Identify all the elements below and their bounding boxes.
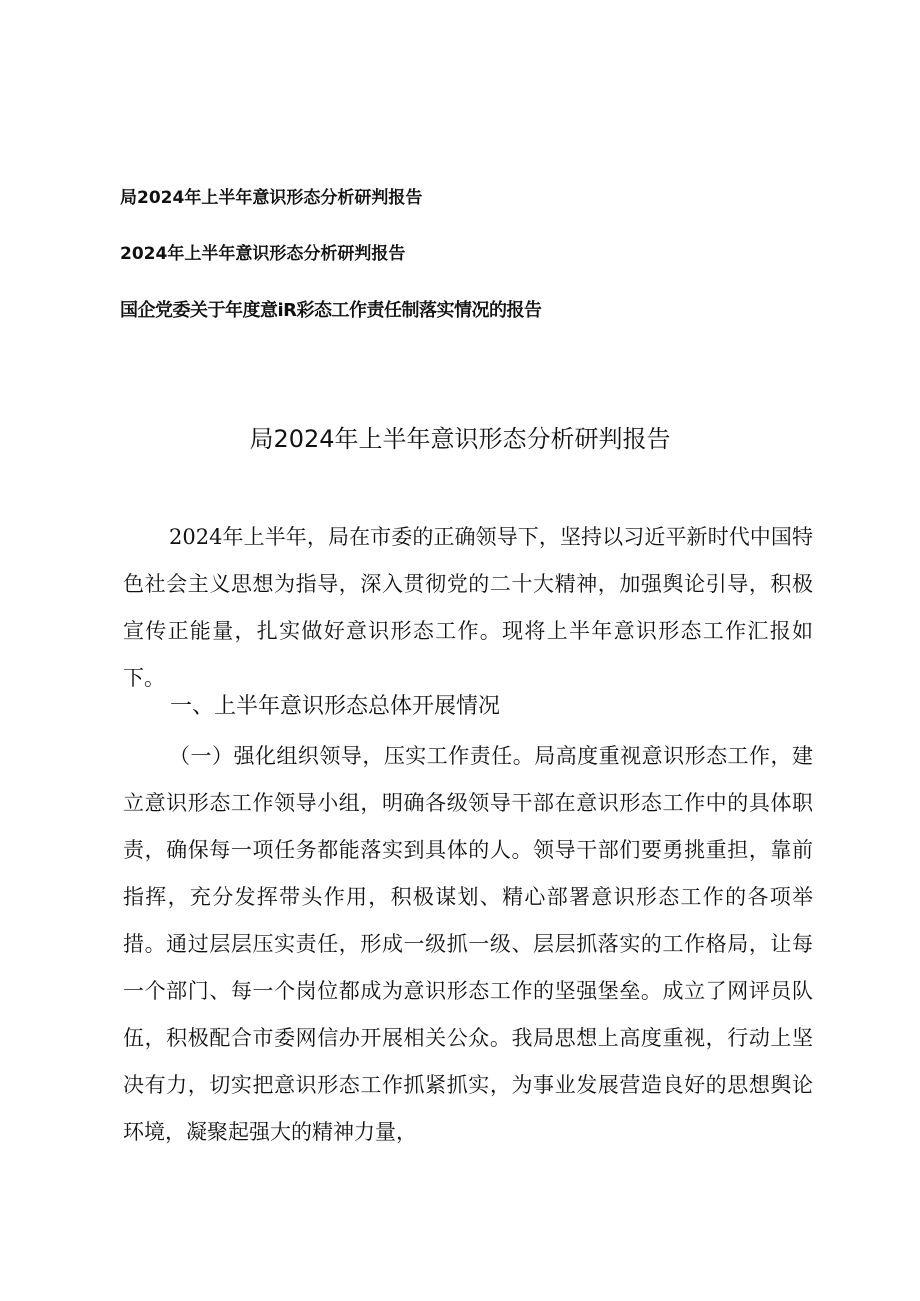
toc-item[interactable]: 2024年上半年意识形态分析研判报告 — [120, 244, 406, 264]
body-paragraph: （一）强化组织领导，压实工作责任。局高度重视意识形态工作，建立意识形态工作领导小组，明确各级领导干部在意识形态工作中的具体职责，确保每一项任务都能落实到具体的人。领导干部们要勇挑重担，靠前指挥，充分发挥带头作用，积极谋划、精心部署意识形态工作的各项举措。通过层层压实责任，形成一级抓一级、层层抓落实的工作格局，让每一个部门、每一个岗位都成为意识形态工作的坚强堡垒。成立了网评员队伍，积极配合市委网信办开展相关公众。我局思想上高度重视，行动上坚决有力，切实把意识形态工作抓紧抓实，为事业发展营造良好的思想舆论环境，凝聚起强大的精神力量， — [123, 744, 813, 1144]
intro-paragraph: 2024年上半年，局在市委的正确领导下，坚持以习近平新时代中国特色社会主义思想为指导，深入贯彻党的二十大精神，加强舆论引导，积极宣传正能量，扎实做好意识形态工作。现将上半年意识形态工作汇报如下。 — [123, 525, 813, 690]
toc-item[interactable]: 局2024年上半年意识形态分析研判报告 — [120, 188, 423, 208]
section-heading: 一、上半年意识形态总体开展情况 — [170, 694, 501, 719]
toc-item[interactable]: 国企党委关于年度意iR彩态工作责任制落实情况的报告 — [120, 300, 542, 321]
document-title: 局2024年上半年意识形态分析研判报告 — [249, 425, 671, 453]
